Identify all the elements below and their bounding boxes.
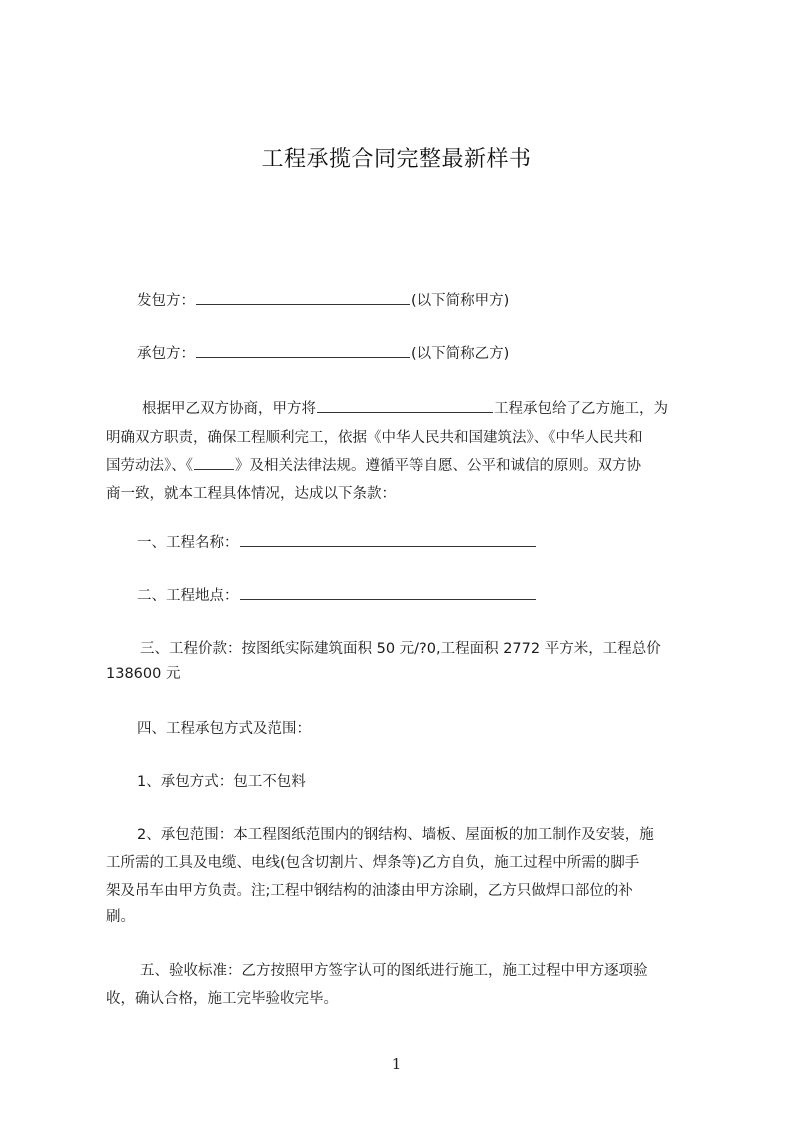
page-title: 工程承揽合同完整最新样书 [261,147,532,172]
clause-3-line-1: 三、工程价款：按图纸实际建筑面积 50 元/?0,工程面积 2772 平方米，工程总价 [140,641,661,657]
contractor-label: 承包方： [137,346,195,362]
preamble-line3-end: 》及相关法律法规。遵循平等自愿、公平和诚信的原则。双方协 [235,458,641,474]
clause-5-line-1: 五、验收标准：乙方按照甲方签字认可的图纸进行施工，施工过程中甲方逐项验 [140,963,648,979]
project-name-blank[interactable] [317,396,493,413]
clause-5-line-2: 收，确认合格，施工完毕验收完毕。 [106,991,338,1007]
clause-1-line [137,530,537,556]
preamble-line1-start: 根据甲乙双方协商，甲方将 [142,401,316,417]
contractor-line [137,341,509,367]
law-name-blank[interactable] [194,453,234,470]
preamble-line-1 [142,396,668,422]
employer-blank[interactable] [196,288,410,305]
contractor-blank[interactable] [196,341,410,358]
clause-4-item-2-line-2: 工所需的工具及电缆、电线(包含切割片、焊条等)乙方自负，施工过程中所需的脚手 [106,855,640,871]
project-title-blank[interactable] [240,530,536,547]
clause-4-heading: 四、工程承包方式及范围： [137,721,311,737]
employer-label: 发包方： [137,293,195,309]
project-location-blank[interactable] [240,583,536,600]
clause-2-label: 二、工程地点： [137,588,239,604]
clause-4-item-1: 1、承包方式：包工不包料 [137,774,306,790]
clause-4-item-2-line-4: 刷。 [106,909,135,925]
preamble-line1-end: 工程承包给了乙方施工，为 [494,401,668,417]
clause-4-item-2-line-3: 架及吊车由甲方负责。注;工程中钢结构的油漆由甲方涂刷，乙方只做焊口部位的补 [106,883,633,899]
employer-line [137,288,509,314]
preamble-line-3 [106,453,641,479]
clause-1-label: 一、工程名称： [137,535,239,551]
preamble-line-4: 商一致，就本工程具体情况，达成以下条款： [106,486,396,502]
preamble-line3-start: 国劳动法》、《 [106,458,193,474]
clause-3-line-2: 138600 元 [106,666,181,682]
contractor-suffix: (以下简称乙方) [411,346,510,362]
clause-2-line [137,583,537,609]
page-number: 1 [391,1055,402,1073]
preamble-line-2: 明确双方职责，确保工程顺利完工，依据《中华人民共和国建筑法》、《中华人民共和 [106,430,643,446]
clause-4-item-2-line-1: 2、承包范围：本工程图纸范围内的钢结构、墙板、屋面板的加工制作及安装，施 [137,827,654,843]
employer-suffix: (以下简称甲方) [411,293,510,309]
